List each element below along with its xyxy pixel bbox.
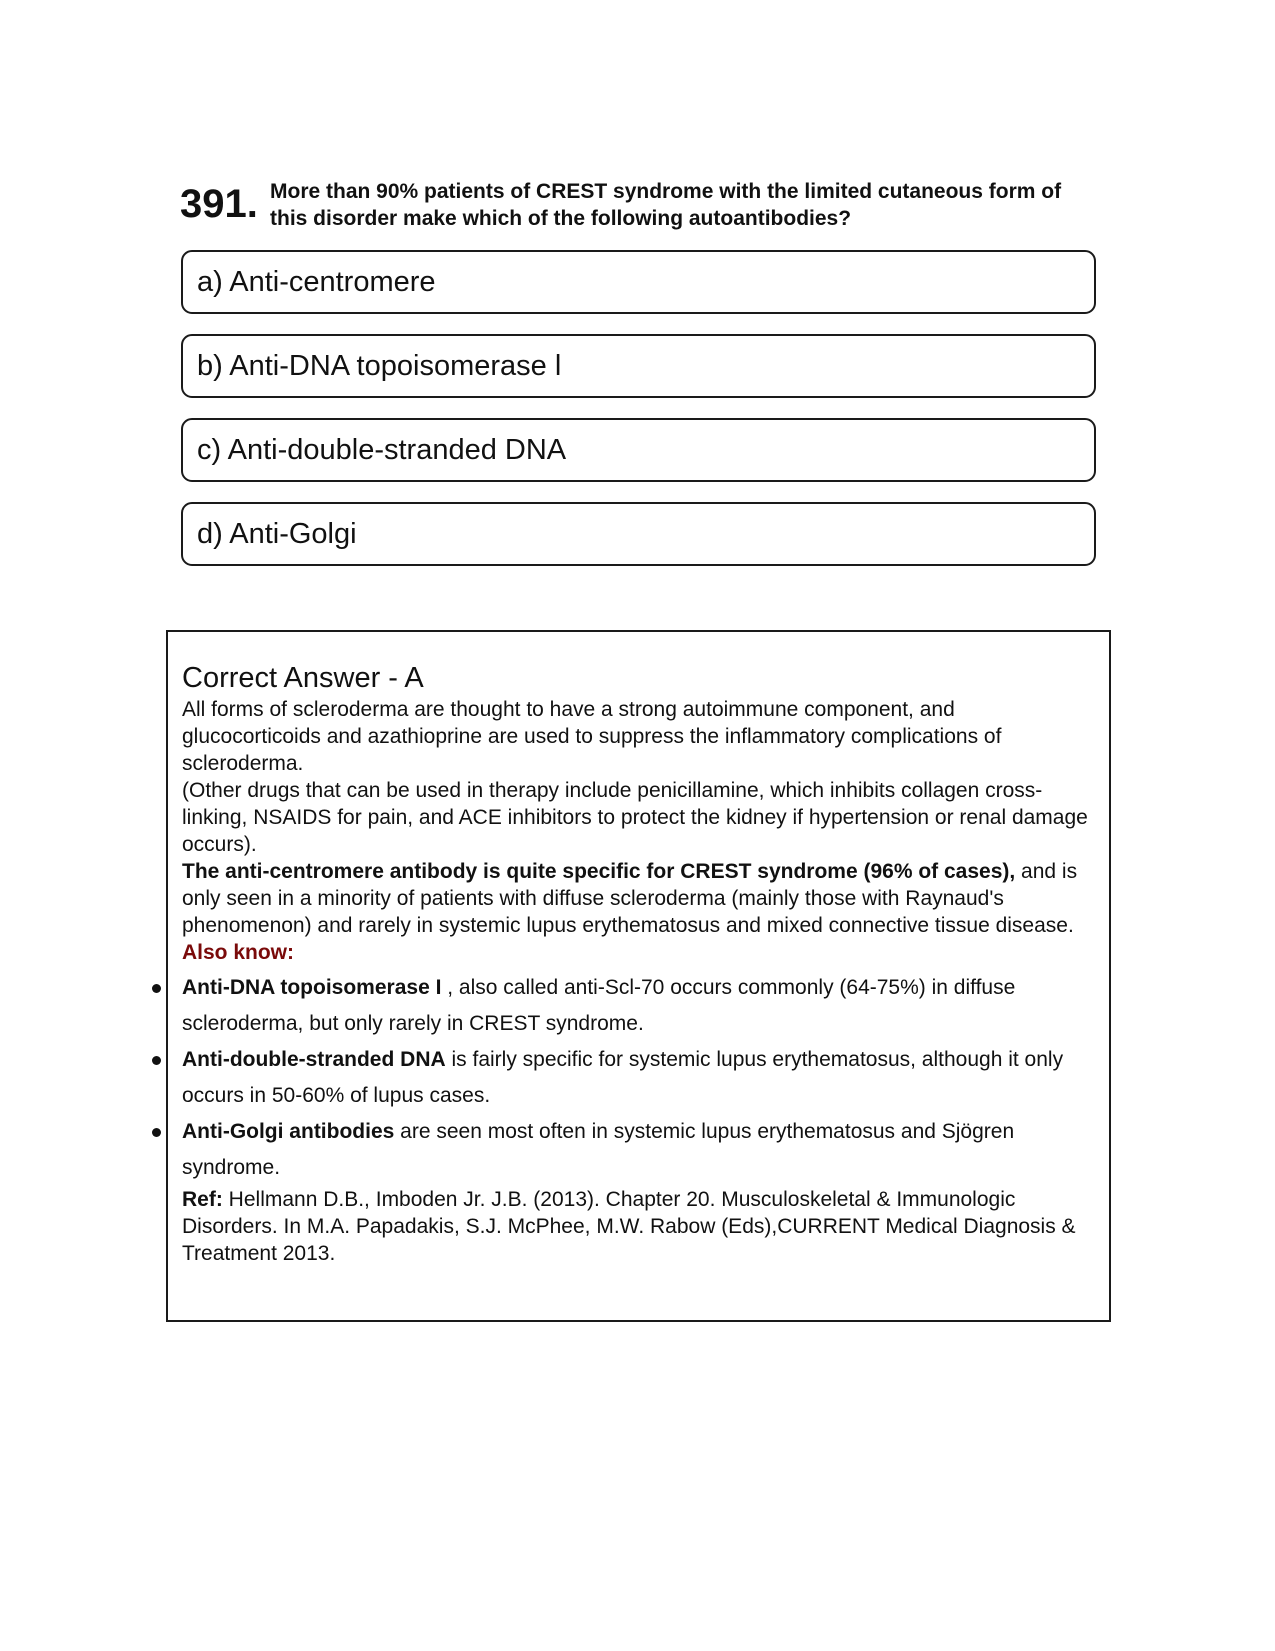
list-item-term: Anti-Golgi antibodies (182, 1120, 395, 1143)
bullet-icon (152, 1128, 161, 1137)
bullet-icon (152, 984, 161, 993)
key-fact-rest: and is only seen in a minority of patients with diffuse scleroderma (mainly those with Raynaud's phenomenon) and rarely in systemic lupus erythematosus and mixed connective tissue disease. (182, 860, 1078, 937)
option-b[interactable]: b) Anti-DNA topoisomerase l (181, 334, 1096, 398)
also-know-heading: Also know: (182, 941, 295, 964)
list-item-text: is fairly specific for systemic lupus erythematosus, although it only occurs in 50-60% of lupus cases. (182, 1048, 1064, 1107)
question-text: More than 90% patients of CREST syndrome with the limited cutaneous form of this disorder make which of the following autoantibodies? (270, 180, 1062, 230)
option-c[interactable]: c) Anti-double-stranded DNA (181, 418, 1096, 482)
list-item-term: Anti-double-stranded DNA (182, 1048, 446, 1071)
list-item (182, 1042, 1097, 1114)
option-a[interactable]: a) Anti-centromere (181, 250, 1096, 314)
list-item-text: , also called anti-Scl-70 occurs commonly (64-75%) in diffuse scleroderma, but only rarely in CREST syndrome. (182, 976, 1016, 1035)
also-know-list (182, 970, 1097, 1186)
explanation-paragraph-3 (182, 858, 1097, 939)
explanation-paragraph-2: (Other drugs that can be used in therapy include penicillamine, which inhibits collagen cross-linking, NSAIDS for pain, and ACE inhibitors to protect the kidney if hypertension or renal damage occurs). (182, 779, 1088, 856)
reference-label: Ref: (182, 1188, 223, 1211)
list-item-term: Anti-DNA topoisomerase I (182, 976, 442, 999)
option-d[interactable]: d) Anti-Golgi (181, 502, 1096, 566)
key-fact-bold: The anti-centromere antibody is quite specific for CREST syndrome (96% of cases), (182, 860, 1016, 883)
question-number: 391. (180, 182, 258, 226)
list-item-text: are seen most often in systemic lupus erythematosus and Sjögren syndrome. (182, 1120, 1015, 1179)
list-item (182, 1114, 1097, 1186)
answer-title: Correct Answer - A (182, 662, 424, 694)
reference-text: Hellmann D.B., Imboden Jr. J.B. (2013). Chapter 20. Musculoskeletal & Immunologic Disorders. In M.A. Papadakis, S.J. McPhee, M.W. Rabow (Eds),CURRENT Medical Diagnosis & Treatment 2013. (182, 1188, 1076, 1265)
bullet-icon (152, 1056, 161, 1065)
list-item (182, 970, 1097, 1042)
answer-content (182, 660, 1097, 1267)
explanation-paragraph-1: All forms of scleroderma are thought to have a strong autoimmune component, and glucocorticoids and azathioprine are used to suppress the inflammatory complications of scleroderma. (182, 698, 1002, 775)
reference (182, 1186, 1097, 1267)
